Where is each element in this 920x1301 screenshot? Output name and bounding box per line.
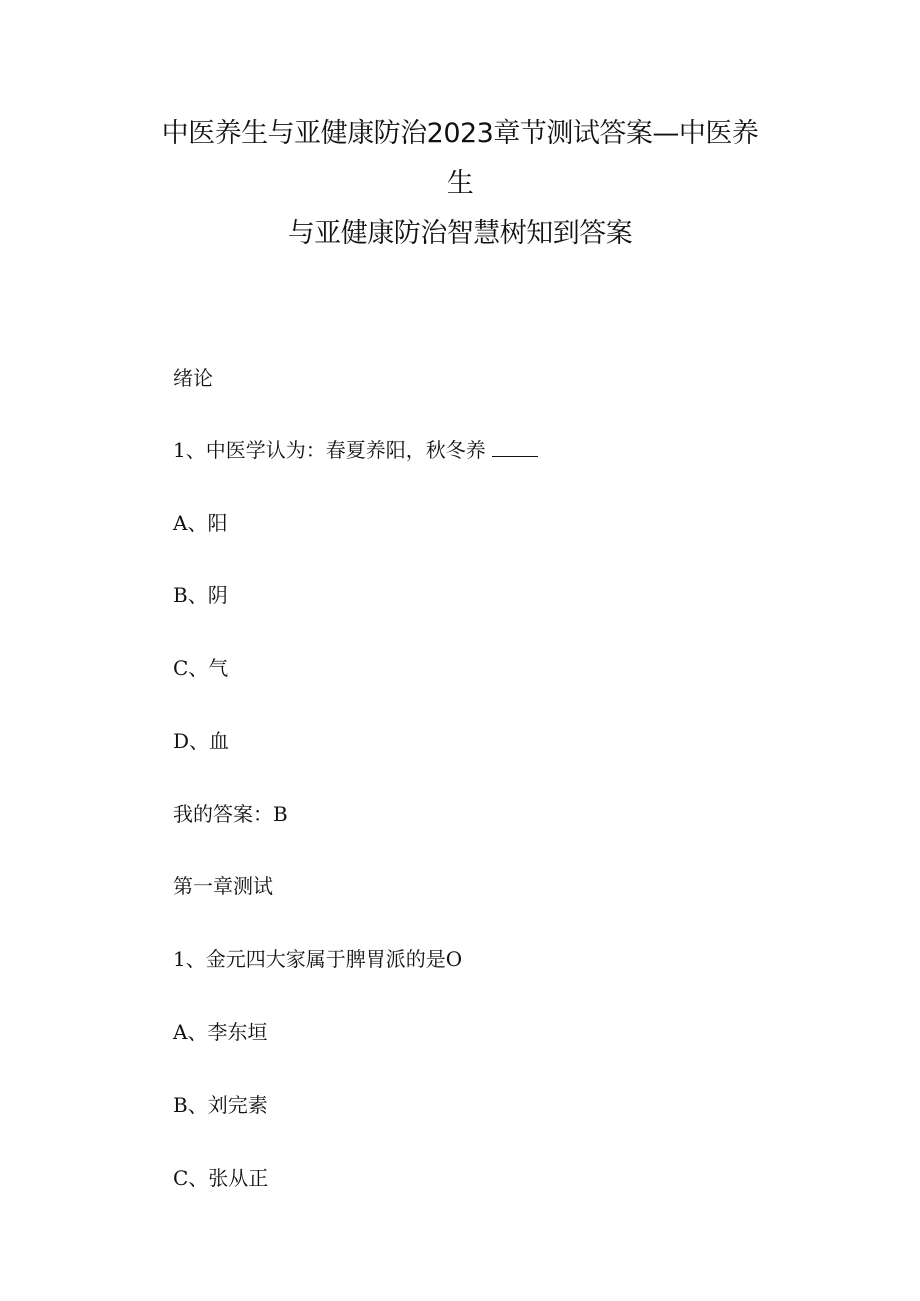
- question-chapter-1-1: 1、金元四大家属于脾胃派的是O: [173, 947, 463, 971]
- question-text: 1、中医学认为：春夏养阳，秋冬养: [173, 438, 486, 462]
- option-c: C、气: [173, 656, 229, 680]
- option-b: B、刘完素: [173, 1093, 268, 1117]
- option-b: B、阴: [173, 583, 228, 607]
- answer-blank: [492, 438, 538, 457]
- my-answer: 我的答案：B: [173, 802, 288, 826]
- document-title-line-1: 中医养生与亚健康防治2023章节测试答案—中医养: [161, 118, 759, 149]
- question-intro-1: [173, 436, 538, 464]
- option-a: A、李东垣: [173, 1020, 268, 1044]
- document-title-line-3: 与亚健康防治智慧树知到答案: [287, 218, 633, 249]
- option-c: C、张从正: [173, 1166, 269, 1190]
- document-title-line-2: 生: [446, 168, 474, 199]
- option-a: A、阳: [173, 511, 228, 535]
- section-heading-chapter-1: 第一章测试: [173, 874, 273, 898]
- section-heading-intro: 绪论: [173, 366, 213, 390]
- option-d: D、血: [173, 729, 230, 753]
